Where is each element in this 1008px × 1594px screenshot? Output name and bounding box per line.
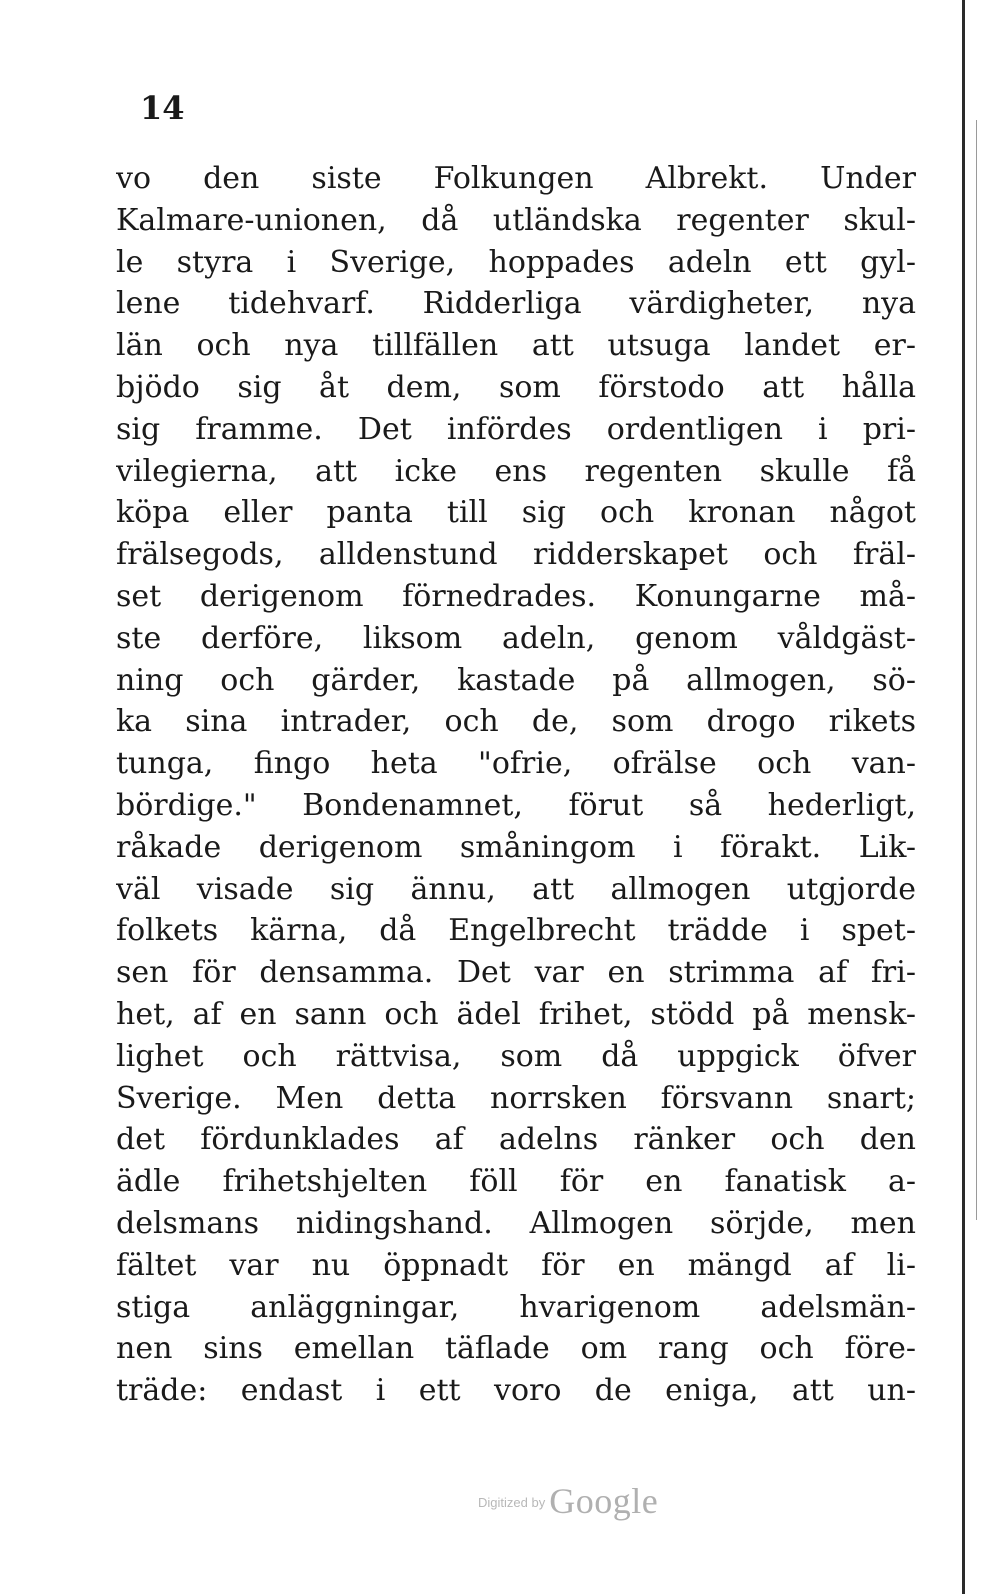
digitized-watermark [478,1480,658,1522]
text-line: het, af en sann och ädel frihet, stödd på mensk- [116,996,916,1032]
text-line: Kalmare-unionen, då utländska regenter skul- [116,202,916,238]
text-line: väl visade sig ännu, att allmogen utgjorde [116,871,916,907]
page-number: 14 [140,89,185,127]
text-line: stiga anläggningar, hvarigenom adelsmän- [116,1289,916,1325]
text-line: län och nya tillfällen att utsuga landet er- [116,328,916,364]
text-line: sig framme. Det infördes ordentligen i pri- [116,411,916,447]
text-line: nen sins emellan täflade om rang och före- [116,1331,916,1367]
text-line: ädle frihetshjelten föll för en fanatisk a- [116,1164,916,1200]
watermark-prefix: Digitized by [478,1495,546,1510]
text-line: råkade derigenom småningom i förakt. Lik- [116,829,916,865]
text-line: le styra i Sverige, hoppades adeln ett gyl- [116,244,916,280]
body-text [116,158,916,1412]
text-line: set derigenom förnedrades. Konungarne må- [116,578,916,614]
text-line: sen för densamma. Det var en strimma af fri- [116,955,916,991]
text-line: tunga, fingo heta "ofrie, ofrälse och van- [116,746,916,782]
text-line: delsmans nidingshand. Allmogen sörjde, men [116,1205,916,1241]
page-edge-line [976,120,977,1220]
text-line: vilegierna, att icke ens regenten skulle få [116,453,916,489]
text-line: bördige." Bondenamnet, förut så hederligt, [116,787,916,823]
text-line: folkets kärna, då Engelbrecht trädde i spet- [116,913,916,949]
text-line: det fördunklades af adelns ränker och den [116,1122,916,1158]
text-line: frälsegods, alldenstund ridderskapet och fräl- [116,537,916,573]
text-line: lighet och rättvisa, som då uppgick öfver [116,1038,916,1074]
text-line: vo den siste Folkungen Albrekt. Under [116,161,916,196]
google-logo: Google [549,1481,659,1521]
text-line: bjödo sig åt dem, som förstodo att hålla [116,369,916,405]
page-edge-shadow [962,0,965,1594]
text-line: fältet var nu öppnadt för en mängd af li- [116,1247,916,1283]
text-line: köpa eller panta till sig och kronan något [116,495,916,531]
text-line: Sverige. Men detta norrsken försvann snart; [116,1080,916,1116]
text-line: ste derföre, liksom adeln, genom våldgäst- [116,620,916,656]
text-line: lene tidehvarf. Ridderliga värdigheter, nya [116,286,916,322]
text-line: ning och gärder, kastade på allmogen, sö- [116,662,916,698]
text-line: träde: endast i ett voro de eniga, att un- [116,1373,916,1409]
text-line: ka sina intrader, och de, som drogo rikets [116,704,916,740]
